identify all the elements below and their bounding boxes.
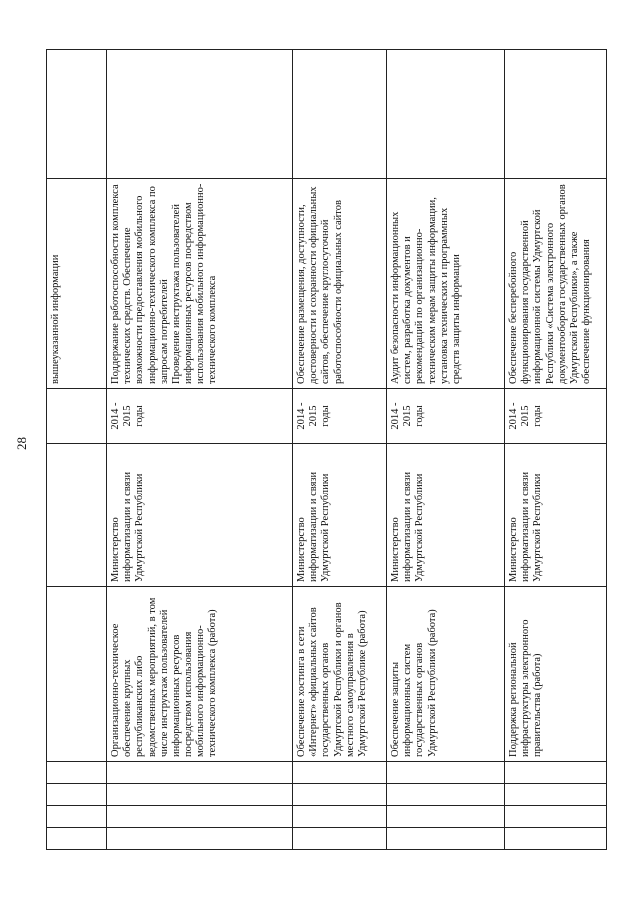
executor-cell: Министерство информатизации и связи Удмуртской Республики — [107, 444, 293, 587]
code-cell — [107, 762, 293, 784]
table-row — [47, 50, 107, 850]
executor-cell: Министерство информатизации и связи Удмуртской Республики — [387, 444, 505, 587]
years-cell: 2014 - 2015 годы — [107, 389, 293, 444]
years-cell: 2014 - 2015 годы — [293, 389, 387, 444]
code-cell — [293, 784, 387, 806]
notes-cell — [47, 50, 107, 179]
code-cell — [387, 806, 505, 828]
code-cell — [387, 784, 505, 806]
activity-name-cell: Поддержка региональной инфраструктуры электронного правительства (работа) — [505, 587, 607, 762]
activities-table — [46, 49, 607, 850]
table-row — [293, 50, 387, 850]
results-cell: вышеуказанной информации — [47, 179, 107, 389]
years-cell: 2014 - 2015 годы — [387, 389, 505, 444]
executor-cell — [47, 444, 107, 587]
code-cell — [107, 828, 293, 850]
notes-cell — [293, 50, 387, 179]
executor-cell: Министерство информатизации и связи Удмуртской Республики — [293, 444, 387, 587]
code-cell — [107, 806, 293, 828]
code-cell — [293, 762, 387, 784]
results-cell: Поддержание работоспособности комплекса технических средств. Обеспечение возможности предоставления мобильного информационно-технического комплекса по запросам потребителей Проведение инструктажа пользователей информационных ресурсов посредством использования мобильного информационно-технического комплекса — [107, 179, 293, 389]
results-cell: Аудит безопасности информационных систем, разработка документов и рекомендаций по организационно-техническим мерам защиты информации, установка технических и программных средств защиты информации — [387, 179, 505, 389]
activity-name-cell: Организационно-техническое обеспечение крупных республиканских либо ведомственных мероприятий, в том числе инструктаж пользователей информационных ресурсов посредством использования мобильного информационно-технического комплекса (работа) — [107, 587, 293, 762]
code-cell — [387, 828, 505, 850]
notes-cell — [107, 50, 293, 179]
code-cell — [505, 806, 607, 828]
rotated-table-wrapper — [46, 50, 606, 850]
table-row — [107, 50, 293, 850]
activity-name-cell: Обеспечение хостинга в сети «Интернет» официальных сайтов государственных органов Удмуртской Республики и органов местного самоуправления в Удмуртской Республике (работа) — [293, 587, 387, 762]
years-cell: 2014 - 2015 годы — [505, 389, 607, 444]
page-number: 28 — [14, 437, 29, 450]
code-cell — [47, 784, 107, 806]
code-cell — [387, 762, 505, 784]
table-row — [387, 50, 505, 850]
executor-cell: Министерство информатизации и связи Удмуртской Республики — [505, 444, 607, 587]
code-cell — [47, 828, 107, 850]
table-row — [505, 50, 607, 850]
activity-name-cell — [47, 587, 107, 762]
code-cell — [293, 828, 387, 850]
code-cell — [505, 828, 607, 850]
activity-name-cell: Обеспечение защиты информационных систем государственных органов Удмуртской Республики (работа) — [387, 587, 505, 762]
code-cell — [505, 784, 607, 806]
code-cell — [47, 806, 107, 828]
code-cell — [47, 762, 107, 784]
code-cell — [505, 762, 607, 784]
notes-cell — [387, 50, 505, 179]
results-cell: Обеспечение размещения, доступности, достоверности и сохранности официальных сайтов, обеспечение круглосуточной работоспособности официальных сайтов — [293, 179, 387, 389]
notes-cell — [505, 50, 607, 179]
results-cell: Обеспечение бесперебойного функционирования государственной информационной системы Удмуртской Республики «Система электронного документооборота государственных органов Удмуртской Республики», а также обеспечение функционирования — [505, 179, 607, 389]
code-cell — [107, 784, 293, 806]
code-cell — [293, 806, 387, 828]
years-cell — [47, 389, 107, 444]
